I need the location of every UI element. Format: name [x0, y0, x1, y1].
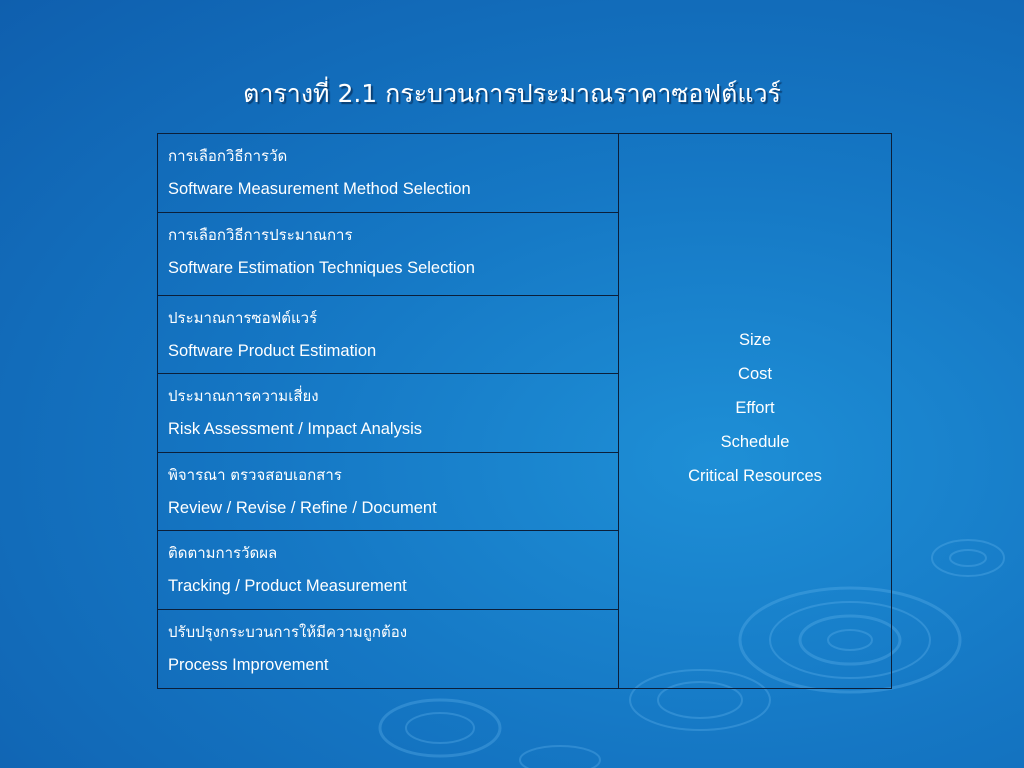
- step-english-label: Software Product Estimation: [168, 342, 377, 360]
- step-thai-label: ติดตามการวัดผล: [168, 544, 278, 562]
- output-size: Size: [738, 331, 772, 349]
- outputs-cell: [619, 134, 892, 689]
- step-cell: [158, 610, 619, 689]
- table-row: [158, 134, 892, 213]
- estimation-process-table: [157, 133, 892, 689]
- output-critical-resources: Critical Resources: [688, 467, 822, 485]
- step-cell: [158, 134, 619, 213]
- step-cell: [158, 453, 619, 531]
- step-thai-label: พิจารณา ตรวจสอบเอกสาร: [168, 466, 342, 484]
- step-thai-label: ประมาณการซอฟต์แวร์: [168, 309, 318, 327]
- step-thai-label: ปรับปรุงกระบวนการให้มีความถูกต้อง: [168, 623, 408, 641]
- step-thai-label: การเลือกวิธีการวัด: [168, 147, 288, 165]
- step-cell: [158, 531, 619, 610]
- step-cell: [158, 296, 619, 374]
- output-schedule: Schedule: [720, 433, 790, 451]
- step-thai-label: ประมาณการความเสี่ยง: [168, 387, 319, 405]
- output-cost: Cost: [738, 365, 772, 383]
- step-english-label: Tracking / Product Measurement: [168, 577, 407, 595]
- step-english-label: Software Estimation Techniques Selection: [168, 259, 475, 277]
- step-cell: [158, 213, 619, 296]
- step-english-label: Process Improvement: [168, 656, 329, 674]
- outputs-list: [619, 323, 891, 493]
- step-cell: [158, 374, 619, 453]
- step-english-label: Software Measurement Method Selection: [168, 180, 471, 198]
- step-english-label: Review / Revise / Refine / Document: [168, 499, 437, 517]
- step-english-label: Risk Assessment / Impact Analysis: [168, 420, 423, 438]
- output-effort: Effort: [735, 399, 775, 417]
- slide-title: ตารางที่ 2.1 กระบวนการประมาณราคาซอฟต์แวร์: [243, 79, 781, 108]
- step-thai-label: การเลือกวิธีการประมาณการ: [168, 226, 353, 244]
